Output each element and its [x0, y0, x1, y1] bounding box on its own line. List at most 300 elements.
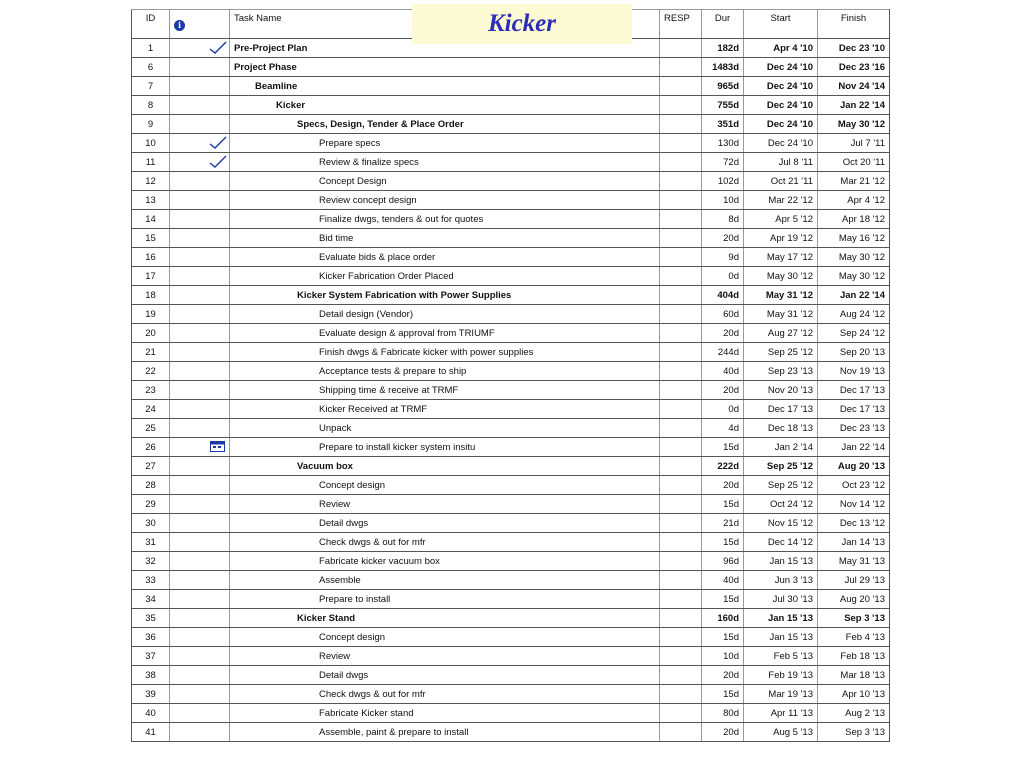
start-date-cell[interactable]: Dec 18 '13: [744, 419, 818, 438]
indicator-cell[interactable]: [170, 324, 230, 343]
start-date-cell[interactable]: May 31 '12: [744, 286, 818, 305]
table-row[interactable]: [132, 723, 890, 742]
duration-cell[interactable]: 60d: [702, 305, 744, 324]
finish-date-cell[interactable]: Sep 3 '13: [818, 723, 890, 742]
resp-cell[interactable]: [660, 39, 702, 58]
finish-date-cell[interactable]: Mar 18 '13: [818, 666, 890, 685]
task-id-cell[interactable]: 26: [132, 438, 170, 457]
finish-date-cell[interactable]: Jan 22 '14: [818, 286, 890, 305]
resp-cell[interactable]: [660, 324, 702, 343]
task-id-cell[interactable]: 17: [132, 267, 170, 286]
task-name-cell[interactable]: [230, 609, 660, 628]
table-row[interactable]: [132, 305, 890, 324]
indicator-cell[interactable]: [170, 457, 230, 476]
resp-cell[interactable]: [660, 438, 702, 457]
start-date-cell[interactable]: Mar 19 '13: [744, 685, 818, 704]
indicator-cell[interactable]: [170, 609, 230, 628]
indicator-cell[interactable]: [170, 552, 230, 571]
start-date-cell[interactable]: Apr 5 '12: [744, 210, 818, 229]
finish-date-cell[interactable]: Apr 18 '12: [818, 210, 890, 229]
task-id-cell[interactable]: 23: [132, 381, 170, 400]
task-id-cell[interactable]: 8: [132, 96, 170, 115]
task-name-cell[interactable]: [230, 495, 660, 514]
table-row[interactable]: [132, 419, 890, 438]
finish-date-cell[interactable]: Feb 18 '13: [818, 647, 890, 666]
task-name-cell[interactable]: [230, 191, 660, 210]
resp-cell[interactable]: [660, 514, 702, 533]
resp-cell[interactable]: [660, 381, 702, 400]
task-id-cell[interactable]: 10: [132, 134, 170, 153]
start-date-cell[interactable]: Mar 22 '12: [744, 191, 818, 210]
finish-date-cell[interactable]: Oct 23 '12: [818, 476, 890, 495]
duration-cell[interactable]: 404d: [702, 286, 744, 305]
start-date-cell[interactable]: May 17 '12: [744, 248, 818, 267]
table-row[interactable]: [132, 343, 890, 362]
resp-cell[interactable]: [660, 96, 702, 115]
resp-cell[interactable]: [660, 666, 702, 685]
duration-cell[interactable]: 72d: [702, 153, 744, 172]
indicator-cell[interactable]: [170, 286, 230, 305]
finish-date-cell[interactable]: Aug 20 '13: [818, 457, 890, 476]
task-id-cell[interactable]: 16: [132, 248, 170, 267]
task-id-cell[interactable]: 36: [132, 628, 170, 647]
resp-cell[interactable]: [660, 628, 702, 647]
finish-date-cell[interactable]: Dec 23 '10: [818, 39, 890, 58]
start-date-cell[interactable]: Jul 8 '11: [744, 153, 818, 172]
task-id-cell[interactable]: 41: [132, 723, 170, 742]
duration-cell[interactable]: 8d: [702, 210, 744, 229]
finish-date-cell[interactable]: Aug 20 '13: [818, 590, 890, 609]
table-row[interactable]: [132, 590, 890, 609]
resp-cell[interactable]: [660, 723, 702, 742]
task-name-cell[interactable]: [230, 58, 660, 77]
task-name-cell[interactable]: [230, 248, 660, 267]
duration-cell[interactable]: 1483d: [702, 58, 744, 77]
task-id-cell[interactable]: 12: [132, 172, 170, 191]
finish-date-cell[interactable]: Feb 4 '13: [818, 628, 890, 647]
finish-date-cell[interactable]: Apr 10 '13: [818, 685, 890, 704]
resp-cell[interactable]: [660, 286, 702, 305]
finish-date-cell[interactable]: Sep 20 '13: [818, 343, 890, 362]
table-row[interactable]: [132, 476, 890, 495]
indicator-cell[interactable]: [170, 153, 230, 172]
indicator-cell[interactable]: [170, 571, 230, 590]
indicator-cell[interactable]: [170, 58, 230, 77]
indicator-cell[interactable]: [170, 96, 230, 115]
finish-date-cell[interactable]: Sep 24 '12: [818, 324, 890, 343]
finish-date-cell[interactable]: May 31 '13: [818, 552, 890, 571]
resp-cell[interactable]: [660, 229, 702, 248]
indicator-cell[interactable]: [170, 514, 230, 533]
table-row[interactable]: [132, 457, 890, 476]
start-date-cell[interactable]: Dec 24 '10: [744, 58, 818, 77]
finish-date-cell[interactable]: Dec 23 '16: [818, 58, 890, 77]
duration-cell[interactable]: 351d: [702, 115, 744, 134]
table-row[interactable]: [132, 172, 890, 191]
resp-cell[interactable]: [660, 571, 702, 590]
duration-cell[interactable]: 15d: [702, 495, 744, 514]
resp-cell[interactable]: [660, 134, 702, 153]
duration-cell[interactable]: 965d: [702, 77, 744, 96]
duration-cell[interactable]: 130d: [702, 134, 744, 153]
indicator-cell[interactable]: [170, 381, 230, 400]
task-name-cell[interactable]: [230, 400, 660, 419]
task-id-cell[interactable]: 21: [132, 343, 170, 362]
indicator-cell[interactable]: [170, 134, 230, 153]
task-id-cell[interactable]: 24: [132, 400, 170, 419]
table-row[interactable]: [132, 362, 890, 381]
duration-cell[interactable]: 222d: [702, 457, 744, 476]
table-row[interactable]: [132, 58, 890, 77]
duration-cell[interactable]: 96d: [702, 552, 744, 571]
start-date-cell[interactable]: Aug 5 '13: [744, 723, 818, 742]
start-date-cell[interactable]: Sep 25 '12: [744, 343, 818, 362]
start-date-cell[interactable]: Jun 3 '13: [744, 571, 818, 590]
task-name-cell[interactable]: [230, 457, 660, 476]
duration-cell[interactable]: 182d: [702, 39, 744, 58]
duration-cell[interactable]: 20d: [702, 476, 744, 495]
finish-date-cell[interactable]: Oct 20 '11: [818, 153, 890, 172]
column-header-task-name[interactable]: Task Name: [230, 10, 660, 39]
finish-date-cell[interactable]: Dec 17 '13: [818, 381, 890, 400]
start-date-cell[interactable]: Jan 15 '13: [744, 609, 818, 628]
duration-cell[interactable]: 40d: [702, 362, 744, 381]
task-name-cell[interactable]: [230, 419, 660, 438]
finish-date-cell[interactable]: Dec 23 '13: [818, 419, 890, 438]
resp-cell[interactable]: [660, 172, 702, 191]
table-row[interactable]: [132, 248, 890, 267]
task-id-cell[interactable]: 27: [132, 457, 170, 476]
duration-cell[interactable]: 15d: [702, 628, 744, 647]
table-row[interactable]: [132, 495, 890, 514]
column-header-dur[interactable]: Dur: [702, 10, 744, 39]
task-id-cell[interactable]: 32: [132, 552, 170, 571]
table-row[interactable]: [132, 134, 890, 153]
indicator-cell[interactable]: [170, 495, 230, 514]
table-row[interactable]: [132, 115, 890, 134]
column-header-id[interactable]: ID: [132, 10, 170, 39]
indicator-cell[interactable]: [170, 704, 230, 723]
resp-cell[interactable]: [660, 647, 702, 666]
resp-cell[interactable]: [660, 343, 702, 362]
resp-cell[interactable]: [660, 248, 702, 267]
start-date-cell[interactable]: Jan 2 '14: [744, 438, 818, 457]
start-date-cell[interactable]: Nov 15 '12: [744, 514, 818, 533]
table-row[interactable]: [132, 381, 890, 400]
task-name-cell[interactable]: [230, 362, 660, 381]
indicator-cell[interactable]: [170, 172, 230, 191]
task-name-cell[interactable]: [230, 267, 660, 286]
finish-date-cell[interactable]: May 30 '12: [818, 115, 890, 134]
start-date-cell[interactable]: Sep 25 '12: [744, 476, 818, 495]
start-date-cell[interactable]: Dec 24 '10: [744, 134, 818, 153]
start-date-cell[interactable]: Dec 17 '13: [744, 400, 818, 419]
indicator-cell[interactable]: [170, 400, 230, 419]
start-date-cell[interactable]: Apr 19 '12: [744, 229, 818, 248]
duration-cell[interactable]: 10d: [702, 647, 744, 666]
indicator-cell[interactable]: [170, 438, 230, 457]
resp-cell[interactable]: [660, 267, 702, 286]
task-name-cell[interactable]: [230, 438, 660, 457]
start-date-cell[interactable]: May 30 '12: [744, 267, 818, 286]
finish-date-cell[interactable]: Nov 14 '12: [818, 495, 890, 514]
table-row[interactable]: [132, 286, 890, 305]
task-name-cell[interactable]: [230, 628, 660, 647]
duration-cell[interactable]: 4d: [702, 419, 744, 438]
start-date-cell[interactable]: Nov 20 '13: [744, 381, 818, 400]
start-date-cell[interactable]: Sep 23 '13: [744, 362, 818, 381]
resp-cell[interactable]: [660, 305, 702, 324]
task-id-cell[interactable]: 18: [132, 286, 170, 305]
resp-cell[interactable]: [660, 609, 702, 628]
resp-cell[interactable]: [660, 685, 702, 704]
table-row[interactable]: [132, 191, 890, 210]
indicator-cell[interactable]: [170, 210, 230, 229]
task-id-cell[interactable]: 29: [132, 495, 170, 514]
resp-cell[interactable]: [660, 552, 702, 571]
task-id-cell[interactable]: 9: [132, 115, 170, 134]
finish-date-cell[interactable]: Dec 13 '12: [818, 514, 890, 533]
start-date-cell[interactable]: Aug 27 '12: [744, 324, 818, 343]
column-header-indicators[interactable]: [170, 10, 230, 39]
finish-date-cell[interactable]: Nov 19 '13: [818, 362, 890, 381]
finish-date-cell[interactable]: Dec 17 '13: [818, 400, 890, 419]
task-name-cell[interactable]: [230, 172, 660, 191]
duration-cell[interactable]: 15d: [702, 438, 744, 457]
task-id-cell[interactable]: 1: [132, 39, 170, 58]
task-name-cell[interactable]: [230, 229, 660, 248]
table-row[interactable]: [132, 533, 890, 552]
resp-cell[interactable]: [660, 58, 702, 77]
start-date-cell[interactable]: Dec 24 '10: [744, 115, 818, 134]
task-id-cell[interactable]: 34: [132, 590, 170, 609]
table-row[interactable]: [132, 704, 890, 723]
task-id-cell[interactable]: 38: [132, 666, 170, 685]
indicator-cell[interactable]: [170, 419, 230, 438]
table-row[interactable]: [132, 571, 890, 590]
task-id-cell[interactable]: 39: [132, 685, 170, 704]
duration-cell[interactable]: 755d: [702, 96, 744, 115]
task-id-cell[interactable]: 33: [132, 571, 170, 590]
task-name-cell[interactable]: [230, 590, 660, 609]
resp-cell[interactable]: [660, 533, 702, 552]
column-header-resp[interactable]: RESP: [660, 10, 702, 39]
task-id-cell[interactable]: 14: [132, 210, 170, 229]
duration-cell[interactable]: 15d: [702, 533, 744, 552]
duration-cell[interactable]: 40d: [702, 571, 744, 590]
start-date-cell[interactable]: May 31 '12: [744, 305, 818, 324]
task-id-cell[interactable]: 6: [132, 58, 170, 77]
table-row[interactable]: [132, 628, 890, 647]
indicator-cell[interactable]: [170, 723, 230, 742]
start-date-cell[interactable]: Oct 24 '12: [744, 495, 818, 514]
finish-date-cell[interactable]: Apr 4 '12: [818, 191, 890, 210]
task-id-cell[interactable]: 31: [132, 533, 170, 552]
table-row[interactable]: [132, 324, 890, 343]
start-date-cell[interactable]: Apr 11 '13: [744, 704, 818, 723]
task-name-cell[interactable]: [230, 324, 660, 343]
indicator-cell[interactable]: [170, 628, 230, 647]
finish-date-cell[interactable]: Aug 2 '13: [818, 704, 890, 723]
resp-cell[interactable]: [660, 362, 702, 381]
task-name-cell[interactable]: [230, 286, 660, 305]
duration-cell[interactable]: 10d: [702, 191, 744, 210]
start-date-cell[interactable]: Apr 4 '10: [744, 39, 818, 58]
finish-date-cell[interactable]: Jan 22 '14: [818, 438, 890, 457]
indicator-cell[interactable]: [170, 39, 230, 58]
indicator-cell[interactable]: [170, 647, 230, 666]
indicator-cell[interactable]: [170, 248, 230, 267]
duration-cell[interactable]: 80d: [702, 704, 744, 723]
table-row[interactable]: [132, 514, 890, 533]
finish-date-cell[interactable]: Jul 7 '11: [818, 134, 890, 153]
task-name-cell[interactable]: [230, 115, 660, 134]
task-name-cell[interactable]: [230, 305, 660, 324]
task-name-cell[interactable]: [230, 723, 660, 742]
table-row[interactable]: [132, 400, 890, 419]
table-row[interactable]: [132, 229, 890, 248]
table-row[interactable]: [132, 609, 890, 628]
resp-cell[interactable]: [660, 153, 702, 172]
start-date-cell[interactable]: Jan 15 '13: [744, 628, 818, 647]
indicator-cell[interactable]: [170, 533, 230, 552]
finish-date-cell[interactable]: Mar 21 '12: [818, 172, 890, 191]
table-row[interactable]: [132, 552, 890, 571]
task-id-cell[interactable]: 19: [132, 305, 170, 324]
finish-date-cell[interactable]: Jul 29 '13: [818, 571, 890, 590]
task-name-cell[interactable]: [230, 210, 660, 229]
table-row[interactable]: [132, 96, 890, 115]
duration-cell[interactable]: 0d: [702, 400, 744, 419]
task-name-cell[interactable]: [230, 134, 660, 153]
task-name-cell[interactable]: [230, 647, 660, 666]
task-id-cell[interactable]: 15: [132, 229, 170, 248]
task-name-cell[interactable]: [230, 704, 660, 723]
task-id-cell[interactable]: 37: [132, 647, 170, 666]
resp-cell[interactable]: [660, 77, 702, 96]
duration-cell[interactable]: 20d: [702, 723, 744, 742]
duration-cell[interactable]: 15d: [702, 685, 744, 704]
indicator-cell[interactable]: [170, 115, 230, 134]
finish-date-cell[interactable]: May 30 '12: [818, 267, 890, 286]
task-name-cell[interactable]: [230, 666, 660, 685]
finish-date-cell[interactable]: Nov 24 '14: [818, 77, 890, 96]
indicator-cell[interactable]: [170, 590, 230, 609]
resp-cell[interactable]: [660, 419, 702, 438]
task-id-cell[interactable]: 13: [132, 191, 170, 210]
table-row[interactable]: [132, 77, 890, 96]
indicator-cell[interactable]: [170, 305, 230, 324]
duration-cell[interactable]: 0d: [702, 267, 744, 286]
table-row[interactable]: [132, 438, 890, 457]
duration-cell[interactable]: 160d: [702, 609, 744, 628]
finish-date-cell[interactable]: Jan 22 '14: [818, 96, 890, 115]
resp-cell[interactable]: [660, 476, 702, 495]
finish-date-cell[interactable]: May 16 '12: [818, 229, 890, 248]
finish-date-cell[interactable]: May 30 '12: [818, 248, 890, 267]
finish-date-cell[interactable]: Jan 14 '13: [818, 533, 890, 552]
resp-cell[interactable]: [660, 457, 702, 476]
table-row[interactable]: [132, 210, 890, 229]
duration-cell[interactable]: 15d: [702, 590, 744, 609]
task-name-cell[interactable]: [230, 571, 660, 590]
task-name-cell[interactable]: [230, 552, 660, 571]
finish-date-cell[interactable]: Aug 24 '12: [818, 305, 890, 324]
task-id-cell[interactable]: 28: [132, 476, 170, 495]
task-name-cell[interactable]: [230, 343, 660, 362]
task-id-cell[interactable]: 11: [132, 153, 170, 172]
task-name-cell[interactable]: [230, 533, 660, 552]
start-date-cell[interactable]: Jul 30 '13: [744, 590, 818, 609]
task-id-cell[interactable]: 25: [132, 419, 170, 438]
indicator-cell[interactable]: [170, 666, 230, 685]
indicator-cell[interactable]: [170, 191, 230, 210]
task-name-cell[interactable]: [230, 96, 660, 115]
start-date-cell[interactable]: Sep 25 '12: [744, 457, 818, 476]
start-date-cell[interactable]: Feb 5 '13: [744, 647, 818, 666]
start-date-cell[interactable]: Oct 21 '11: [744, 172, 818, 191]
resp-cell[interactable]: [660, 210, 702, 229]
duration-cell[interactable]: 9d: [702, 248, 744, 267]
resp-cell[interactable]: [660, 400, 702, 419]
duration-cell[interactable]: 244d: [702, 343, 744, 362]
task-name-cell[interactable]: [230, 514, 660, 533]
task-id-cell[interactable]: 22: [132, 362, 170, 381]
task-name-cell[interactable]: [230, 381, 660, 400]
column-header-start[interactable]: Start: [744, 10, 818, 39]
task-name-cell[interactable]: [230, 77, 660, 96]
duration-cell[interactable]: 20d: [702, 666, 744, 685]
duration-cell[interactable]: 102d: [702, 172, 744, 191]
table-row[interactable]: [132, 647, 890, 666]
duration-cell[interactable]: 21d: [702, 514, 744, 533]
indicator-cell[interactable]: [170, 343, 230, 362]
task-id-cell[interactable]: 20: [132, 324, 170, 343]
resp-cell[interactable]: [660, 704, 702, 723]
table-row[interactable]: [132, 267, 890, 286]
start-date-cell[interactable]: Feb 19 '13: [744, 666, 818, 685]
table-row[interactable]: [132, 153, 890, 172]
resp-cell[interactable]: [660, 191, 702, 210]
table-row[interactable]: [132, 666, 890, 685]
duration-cell[interactable]: 20d: [702, 324, 744, 343]
indicator-cell[interactable]: [170, 77, 230, 96]
task-id-cell[interactable]: 7: [132, 77, 170, 96]
task-id-cell[interactable]: 35: [132, 609, 170, 628]
start-date-cell[interactable]: Dec 14 '12: [744, 533, 818, 552]
indicator-cell[interactable]: [170, 229, 230, 248]
duration-cell[interactable]: 20d: [702, 229, 744, 248]
start-date-cell[interactable]: Jan 15 '13: [744, 552, 818, 571]
task-name-cell[interactable]: [230, 685, 660, 704]
indicator-cell[interactable]: [170, 476, 230, 495]
indicator-cell[interactable]: [170, 685, 230, 704]
start-date-cell[interactable]: Dec 24 '10: [744, 96, 818, 115]
resp-cell[interactable]: [660, 590, 702, 609]
resp-cell[interactable]: [660, 495, 702, 514]
resp-cell[interactable]: [660, 115, 702, 134]
duration-cell[interactable]: 20d: [702, 381, 744, 400]
task-name-cell[interactable]: [230, 476, 660, 495]
start-date-cell[interactable]: Dec 24 '10: [744, 77, 818, 96]
task-id-cell[interactable]: 40: [132, 704, 170, 723]
task-name-cell[interactable]: [230, 153, 660, 172]
column-header-finish[interactable]: Finish: [818, 10, 890, 39]
finish-date-cell[interactable]: Sep 3 '13: [818, 609, 890, 628]
task-id-cell[interactable]: 30: [132, 514, 170, 533]
table-row[interactable]: [132, 685, 890, 704]
indicator-cell[interactable]: [170, 267, 230, 286]
